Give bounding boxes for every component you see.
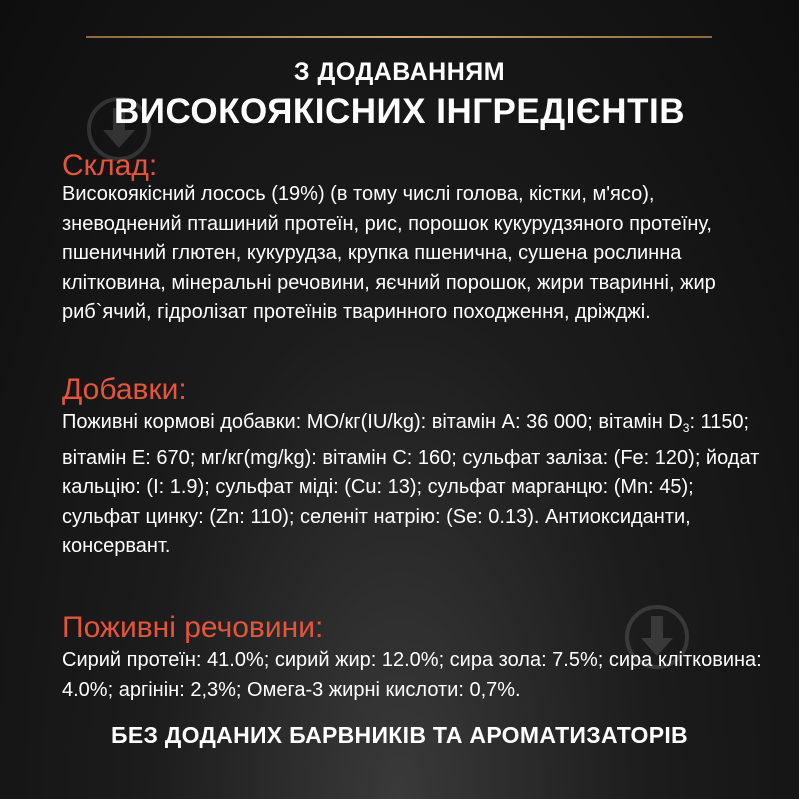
additives-text-part2: : 1150; вітамін Е: 670; мг/кг(mg/kg): вітамін С: 160; сульфат заліза: (Fe: 120); йодат кальцію: (I: 1.9); сульфат міді: (Cu: 13); сульфат марганцю: (Mn: 45); сульфат цинку: (Zn: 110); селеніт натрію: (Se: 0.13). Антиоксиданти, консервант. xyxy=(62,411,760,557)
nutrients-heading: Поживні речовини: xyxy=(62,611,324,644)
additives-heading: Добавки: xyxy=(62,373,187,406)
header-title: ВИСОКОЯКІСНИХ ІНГРЕДІЄНТІВ xyxy=(114,92,685,131)
footer-banner: БЕЗ ДОДАНИХ БАРВНИКІВ ТА АРОМАТИЗАТОРІВ xyxy=(111,722,688,748)
composition-text: Високоякісний лосось (19%) (в тому числі голова, кістки, м'ясо), зневоднений пташиний протеїн, рис, порошок кукурудзяного протеїну, пшеничний глютен, кукурудза, крупка пшенична, сушена рослинна клітковина, мінеральні речовини, яєчний порошок, жири тваринні, жир риб`ячий, гідролізат протеїнів тваринного походження, дріжджі. xyxy=(62,183,716,323)
vitamin-d-subscript: 3 xyxy=(682,421,690,435)
nutrients-text: Сирий протеїн: 41.0%; сирий жир: 12.0%; сира зола: 7.5%; сира клітковина: 4.0%; аргінін: 2,3%; Омега-3 жирні кислоти: 0,7%. xyxy=(62,649,762,701)
additives-text-part1: Поживні кормові добавки: МО/кг(IU/kg): вітамін А: 36 000; вітамін D xyxy=(62,411,683,433)
header-subtitle: З ДОДАВАННЯМ xyxy=(293,58,506,86)
composition-heading: Склад: xyxy=(62,149,158,182)
additives-text xyxy=(62,408,762,562)
top-divider xyxy=(86,36,712,38)
